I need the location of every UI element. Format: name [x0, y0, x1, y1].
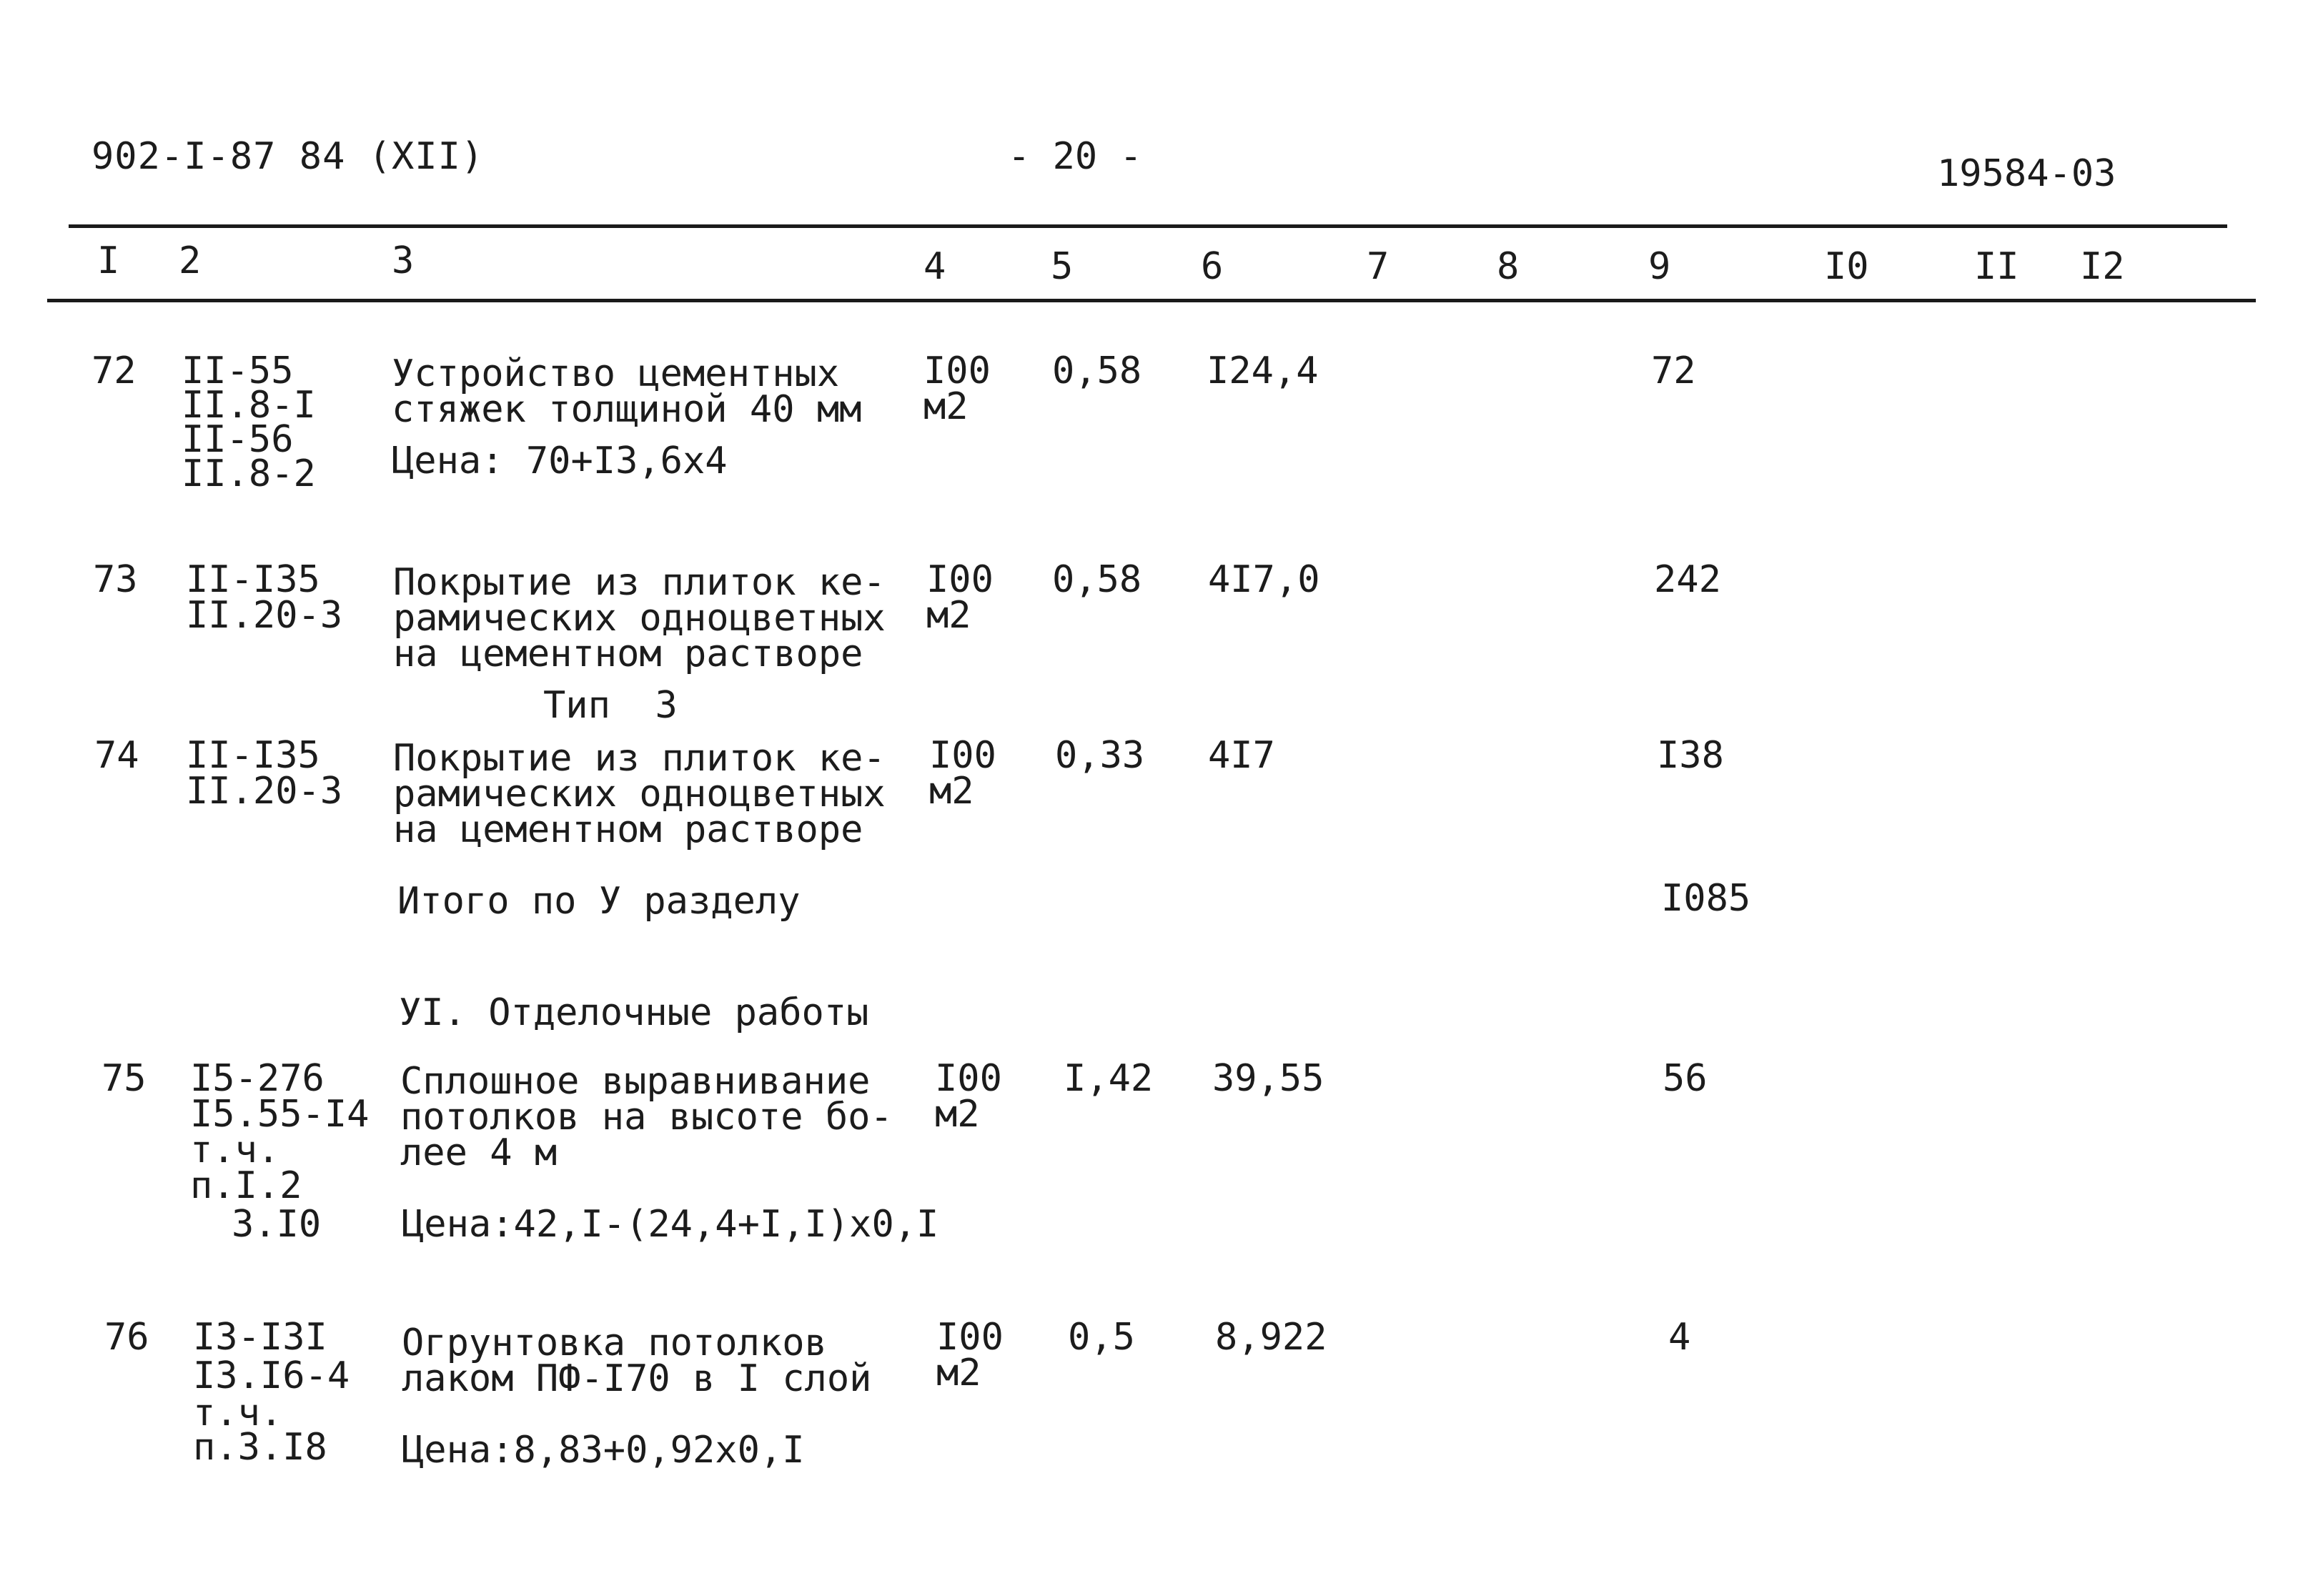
row-code: п.I.2 [190, 1164, 302, 1207]
row-cost: 4I7 [1208, 734, 1275, 777]
row-description: лее 4 м [400, 1131, 558, 1174]
row-total: 242 [1654, 558, 1721, 601]
row-number: 72 [91, 350, 137, 392]
page-number: - 20 - [1008, 135, 1142, 178]
column-header-8: 8 [1497, 245, 1520, 288]
row-description: лаком ПФ-I70 в I слой [402, 1357, 872, 1400]
row-code: II.20-3 [186, 770, 343, 813]
row-code: II-I35 [186, 734, 320, 777]
row-code: I3.I6-4 [193, 1354, 350, 1397]
column-header-5: 5 [1051, 245, 1074, 288]
document-code: 902-I-87 84 (XII) [91, 135, 485, 178]
table-header-rule [47, 299, 2256, 302]
row-cost: 8,922 [1215, 1316, 1327, 1359]
row-unit: м2 [935, 1093, 980, 1136]
column-header-12: I2 [2080, 245, 2125, 288]
row-unit: I00 [936, 1316, 1004, 1359]
column-header-3: 3 [392, 239, 415, 282]
row-code: II-55 [182, 350, 294, 392]
row-description: Сплошное выравнивание [400, 1060, 871, 1103]
column-header-7: 7 [1367, 245, 1390, 288]
row-number: 74 [94, 734, 139, 777]
row-cost: 39,55 [1212, 1057, 1324, 1100]
row-description: Покрытие из плиток ке- [393, 561, 886, 604]
row-code: п.3.I8 [193, 1426, 327, 1469]
row-price-formula: Цена: 70+I3,6x4 [392, 440, 728, 482]
row-unit: I00 [923, 350, 991, 392]
row-description: на цементном растворе [393, 808, 863, 851]
row-cost: I24,4 [1207, 350, 1319, 392]
row-number: 76 [104, 1316, 149, 1359]
row-quantity: 0,33 [1055, 734, 1145, 777]
row-quantity: 0,5 [1068, 1316, 1135, 1359]
row-unit: м2 [936, 1352, 981, 1394]
table-top-rule [69, 224, 2227, 228]
row-number: 73 [93, 558, 138, 601]
row-code: т.ч. [190, 1129, 280, 1171]
archive-number: 19584-03 [1937, 152, 2116, 195]
row-cost: 4I7,0 [1208, 558, 1320, 601]
row-code: I5-276 [190, 1057, 325, 1100]
row-total: 4 [1668, 1316, 1691, 1359]
row-total: 72 [1651, 350, 1696, 392]
row-description: потолков на высоте бо- [400, 1096, 893, 1139]
row-description: Покрытие из плиток ке- [393, 737, 886, 780]
column-header-10: I0 [1824, 245, 1869, 288]
row-unit: I00 [926, 558, 994, 601]
row-unit: м2 [926, 594, 971, 637]
row-code: 3.I0 [232, 1203, 322, 1246]
row-code: II.8-2 [182, 452, 316, 495]
row-price-formula: Цена:42,I-(24,4+I,I)x0,I [402, 1203, 939, 1246]
column-header-9: 9 [1648, 245, 1671, 288]
row-code: II.8-I [182, 384, 316, 427]
row-description: Устройство цементных [392, 352, 840, 395]
row-unit: м2 [929, 770, 974, 813]
row-code: II-56 [182, 418, 294, 461]
row-unit: I00 [935, 1057, 1002, 1100]
row-quantity: 0,58 [1052, 350, 1142, 392]
column-header-2: 2 [179, 239, 202, 282]
row-code: I3-I3I [193, 1316, 327, 1359]
row-number: 75 [101, 1057, 147, 1100]
section-title: УI. Отделочные работы [399, 991, 869, 1034]
row-quantity: 0,58 [1052, 558, 1142, 601]
row-description: рамических одноцветных [393, 597, 886, 640]
column-header-4: 4 [923, 245, 946, 288]
subtotal-label: Итого по У разделу [397, 880, 801, 923]
row-description: на цементном растворе [393, 633, 863, 675]
row-total: I38 [1657, 734, 1724, 777]
row-total: 56 [1663, 1057, 1708, 1100]
column-header-1: I [97, 239, 120, 282]
column-header-11: II [1974, 245, 2019, 288]
row-code: т.ч. [193, 1392, 283, 1434]
row-unit: м2 [923, 385, 969, 428]
row-description: Огрунтовка потолков [402, 1322, 827, 1364]
row-description: рамических одноцветных [393, 773, 886, 816]
row-description: стяжек толщиной 40 мм [392, 388, 862, 431]
row-code: II.20-3 [186, 594, 343, 637]
row-code: I5.55-I4 [190, 1093, 370, 1136]
subtotal-value: I085 [1661, 877, 1751, 920]
type-label: Тип 3 [543, 684, 678, 727]
column-header-6: 6 [1201, 245, 1224, 288]
row-unit: I00 [929, 734, 996, 777]
row-quantity: I,42 [1064, 1057, 1154, 1100]
row-code: II-I35 [186, 558, 320, 601]
row-price-formula: Цена:8,83+0,92x0,I [402, 1429, 805, 1472]
